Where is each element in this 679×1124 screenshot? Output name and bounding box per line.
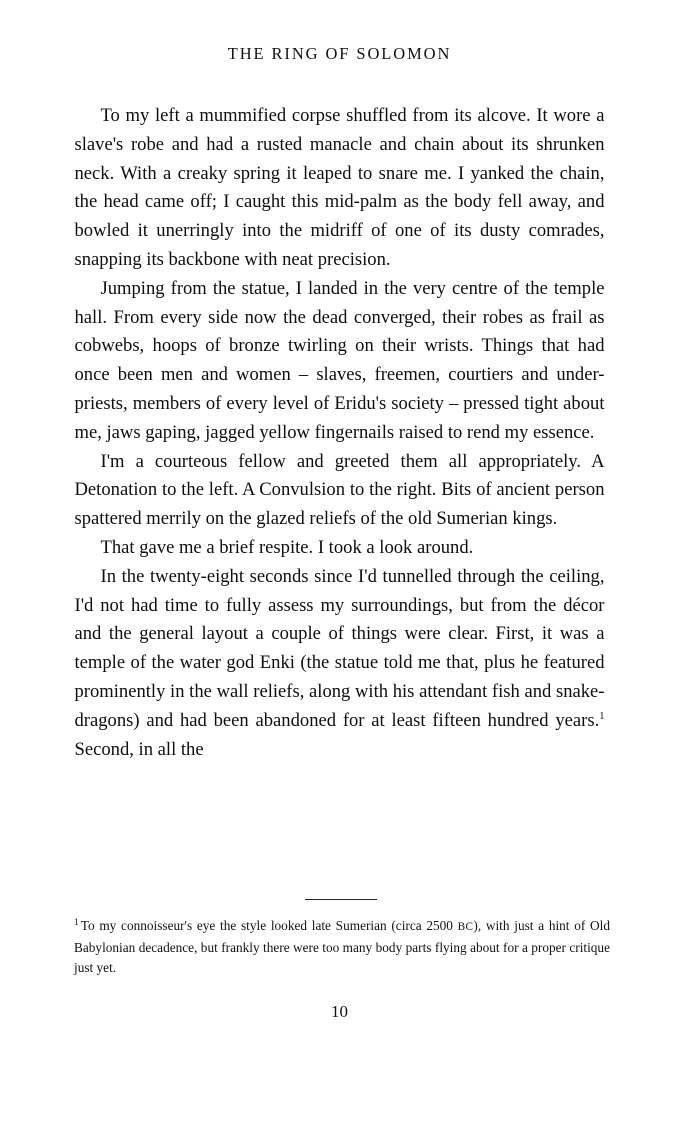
- paragraph: To my left a mummified corpse shuffled from its alcove. It wore a slave's robe and had a rusted manacle and chain about its shrunken neck. With a creaky spring it leaped to snare me. I yanked the chain, the head came off; I caught this mid-palm as the body fell away, and bowled it unerringly into the midriff of one of its dusty comrades, snapping its backbone with neat precision.: [74, 105, 605, 270]
- page-number: 10: [331, 1002, 348, 1021]
- footnote-text-before: To my connoisseur's eye the style looked late Sumerian (circa 2500: [80, 918, 458, 933]
- footnote-marker: 1: [74, 917, 79, 928]
- footnote: [74, 916, 610, 979]
- footnote-separator-rule: [305, 899, 377, 900]
- footnote-text-after: ), with just a hint of Old Babylonian decadence, but frankly there were too many body parts flying about for a proper critique just yet.: [74, 918, 610, 976]
- running-head: THE RING OF SOLOMON: [227, 44, 452, 63]
- paragraph: Jumping from the statue, I landed in the very centre of the temple hall. From every side now the dead converged, their robes as frail as cobwebs, hoops of bronze twirling on their wrists. Things that had once been men and women – slaves, freemen, courtiers and under-priests, members of every level of Eridu's society – pressed tight about me, jaws gaping, jagged yellow fingernails raised to rend my essence.: [74, 277, 605, 443]
- footnote-small-caps: BC: [457, 921, 474, 933]
- body-text: [75, 102, 605, 764]
- paragraph-with-footnote-ref: [75, 563, 605, 765]
- book-page: [0, 44, 679, 1124]
- paragraph: That gave me a brief respite. I took a look around.: [100, 536, 474, 558]
- paragraph: I'm a courteous fellow and greeted them all appropriately. A Detonation to the left. A Convulsion to the right. Bits of ancient person spattered merrily on the glazed reliefs of the old Sumerian kings.: [74, 450, 605, 530]
- paragraph-text-after-ref: Second, in all the: [74, 738, 204, 760]
- paragraph-text-before-ref: In the twenty-eight seconds since I'd tunnelled through the ceiling, I'd not had time to fully assess my surroundings, but from the décor and the general layout a couple of things were clear. First, it was a temple of the water god Enki (the statue told me that, plus he featured prominently in the wall reliefs, along with his attendant fish and snake-dragons) and had been abandoned for at least fifteen hundred years.: [74, 565, 605, 731]
- footnote-reference-marker[interactable]: 1: [599, 710, 605, 722]
